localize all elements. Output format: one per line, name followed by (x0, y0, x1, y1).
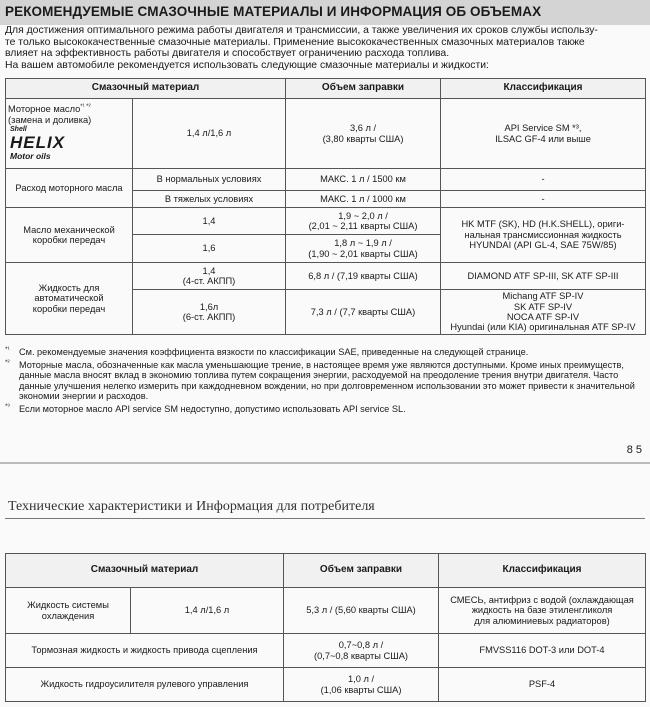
footnote-mark: *³ (5, 402, 10, 410)
engine-oil-volume-qt: (3,80 кварты США) (322, 133, 404, 144)
manual-trans-label-2: коробки передач (32, 235, 106, 245)
brake-label: Тормозная жидкость и жидкость привода сцепления (6, 634, 284, 668)
coolant-volume: 5,3 л / (5,60 кварты США) (284, 588, 439, 634)
oil-consumption-label: Расход моторного масла (6, 169, 133, 208)
manual-trans-amount-2: 1,6 (133, 235, 286, 263)
auto-trans-amount-1-l: 1,4 (202, 265, 216, 276)
auto-trans-label (6, 263, 133, 335)
header-classification: Классификация (441, 79, 646, 99)
engine-oil-amount: 1,4 л/1,6 л (133, 99, 286, 169)
logo-motor-text: Motor oils (10, 151, 51, 162)
oil-consumption-heavy-val: МАКС. 1 л / 1000 км (286, 191, 441, 208)
table-row (6, 634, 646, 668)
auto-trans-class-2-2: SK ATF SP-IV (513, 301, 573, 312)
auto-trans-class-1: DIAMOND ATF SP-III, SK ATF SP-III (441, 263, 646, 290)
manual-trans-volume-1-qt: (2,01 ~ 2,11 кварты США) (308, 221, 418, 231)
table-row (6, 99, 646, 169)
auto-trans-volume-2: 7,3 л / (7,7 кварты США) (286, 290, 441, 335)
footnote (5, 404, 645, 415)
footnote-text: Если моторное масло API service SM недоступно, допустимо использовать API service SL. (19, 403, 406, 414)
auto-trans-label-2: автоматической (34, 293, 104, 304)
header-classification: Классификация (439, 554, 646, 588)
coolant-label-1: Жидкость системы (27, 600, 109, 611)
engine-oil-marks: *¹ *² (80, 104, 91, 110)
manual-trans-volume-1-l: 1,9 ~ 2,0 л / (338, 210, 388, 221)
coolant-amount: 1,4 л/1,6 л (131, 588, 284, 634)
steering-volume (284, 668, 439, 702)
oil-consumption-normal-class: - (441, 169, 646, 191)
brake-volume (284, 634, 439, 668)
brake-class: FMVSS116 DOT-3 или DOT-4 (439, 634, 646, 668)
header-volume: Объем заправки (284, 554, 439, 588)
intro-line: влияет на эффективность работы двигателя и способствует ограничению расхода топлива. (5, 48, 450, 60)
logo-helix-text: HELIX (10, 133, 66, 153)
footnote (5, 360, 645, 402)
table-row (6, 588, 646, 634)
engine-oil-class-1: API Service SM *³, (504, 123, 582, 134)
steering-label: Жидкость гидроусилителя рулевого управления (6, 668, 284, 702)
manual-trans-class-1: HK MTF (SK), HD (H.K.SHELL), ориги- (461, 219, 625, 230)
manual-trans-class-2: нальная трансмиссионная жидкость (464, 229, 622, 240)
steering-volume-qt: (1,06 кварты США) (320, 684, 402, 695)
logo-shell-text: Shell (10, 125, 27, 133)
steering-class: PSF-4 (439, 668, 646, 702)
engine-oil-cell (6, 99, 133, 169)
auto-trans-class-2 (441, 290, 646, 335)
footnote-text: Моторные масла, обозначенные как масла уменьшающие трение, в настоящее время уже являются доступными. Кроме иных преимуществ, данные масла вносят вклад в экономию топлива путем сокращения энергии, расходуемой на преодоление трения внутри двигателя. Часто данные улучшения нелегко измерить при каждодневном вождении, но при долговременном использовании это может привести к значительной экономии энергии и расходов. (19, 359, 635, 402)
brake-volume-l: 0,7~0,8 л / (338, 640, 384, 651)
manual-trans-volume-2 (286, 235, 441, 263)
auto-trans-class-2-3: NOCA ATF SP-IV (506, 312, 580, 322)
section-title: Технические характеристики и Информация для потребителя (8, 499, 375, 514)
coolant-class (439, 588, 646, 634)
auto-trans-label-1: Жидкость для (38, 282, 100, 293)
engine-oil-sub: (замена и доливка) (8, 114, 92, 125)
auto-trans-class-2-1: Michang ATF SP-IV (502, 291, 584, 302)
manual-trans-amount-1: 1,4 (133, 208, 286, 235)
auto-trans-class-2-4: Hyundai (или KIA) оригинальная ATF SP-IV (450, 322, 636, 333)
engine-oil-volume-l: 3,6 л / (349, 123, 377, 134)
lubricants-table (5, 78, 646, 335)
table-header-row (6, 554, 646, 588)
coolant-label-2: охлаждения (41, 610, 95, 621)
intro-line: Для достижения оптимального режима работы двигателя и трансмиссии, а также увеличения их сроков службы использу- (5, 25, 598, 36)
manual-trans-volume-1 (286, 208, 441, 235)
page-number: 8 5 (626, 444, 642, 456)
engine-oil-class (441, 99, 646, 169)
auto-trans-amount-1-type: (4-ст. АКПП) (182, 276, 236, 286)
coolant-class-3: для алюминиевых радиаторов) (474, 615, 610, 626)
auto-trans-amount-2 (133, 290, 286, 335)
auto-trans-amount-2-type: (6-ст. АКПП) (182, 312, 236, 322)
manual-trans-volume-2-l: 1,8 л ~ 1,9 л / (334, 238, 392, 249)
manual-trans-label-1: Масло механической (23, 224, 115, 235)
footnotes (5, 347, 645, 417)
header-lubricant: Смазочный материал (6, 554, 284, 588)
page-title: РЕКОМЕНДУЕМЫЕ СМАЗОЧНЫЕ МАТЕРИАЛЫ И ИНФОРМАЦИЯ ОБ ОБЪЕМАХ (5, 4, 542, 19)
brake-volume-qt: (0,7~0,8 кварты США) (313, 650, 409, 661)
manual-trans-class-3: HYUNDAI (API GL-4, SAE 75W/85) (469, 240, 617, 251)
steering-volume-l: 1,0 л / (347, 674, 375, 685)
auto-trans-volume-1: 6,8 л / (7,19 кварты США) (286, 263, 441, 290)
oil-consumption-normal-val: МАКС. 1 л / 1500 км (286, 169, 441, 191)
header-volume: Объем заправки (286, 79, 441, 99)
table-row (6, 263, 646, 290)
footnote-mark: *¹ (5, 346, 10, 353)
header-lubricant: Смазочный материал (6, 79, 286, 99)
oil-consumption-heavy-class: - (441, 191, 646, 208)
manual-trans-volume-2-qt: (1,90 ~ 2,01 кварты США) (308, 248, 418, 259)
section-underline (5, 518, 645, 519)
auto-trans-label-3: коробки передач (32, 303, 106, 314)
footnote (5, 347, 645, 358)
coolant-class-1: СМЕСЬ, антифриз с водой (охлаждающая (450, 594, 634, 605)
oil-consumption-heavy: В тяжелых условиях (133, 191, 286, 208)
coolant-label (6, 588, 131, 634)
manual-trans-label (6, 208, 133, 263)
footnote-text: См. рекомендуемые значения коэффициента вязкости по классификации SAE, приведенные на следующей странице. (19, 347, 529, 357)
oil-consumption-normal: В нормальных условиях (133, 169, 286, 191)
table-row (6, 668, 646, 702)
engine-oil-label: Моторное масло (8, 104, 81, 115)
table-header-row (6, 79, 646, 99)
lubricants-table-2 (5, 553, 646, 702)
manual-trans-class (441, 208, 646, 263)
footnote-mark: *² (5, 358, 10, 366)
auto-trans-amount-1 (133, 263, 286, 290)
table-row (6, 208, 646, 235)
coolant-class-2: жидкость на базе этиленгликоля (471, 605, 613, 616)
auto-trans-amount-2-l: 1,6л (199, 301, 219, 312)
intro-line: те только высококачественные смазочные материалы. Применение высококачественных смазочных материалов также (5, 36, 585, 48)
intro-paragraph (5, 25, 645, 71)
shell-helix-logo (8, 125, 130, 162)
engine-oil-class-2: ILSAC GF-4 или выше (495, 133, 591, 144)
table-row (6, 169, 646, 191)
engine-oil-volume (286, 99, 441, 169)
intro-line: На вашем автомобиле рекомендуется использовать следующие смазочные материалы и жидкости: (5, 59, 489, 71)
